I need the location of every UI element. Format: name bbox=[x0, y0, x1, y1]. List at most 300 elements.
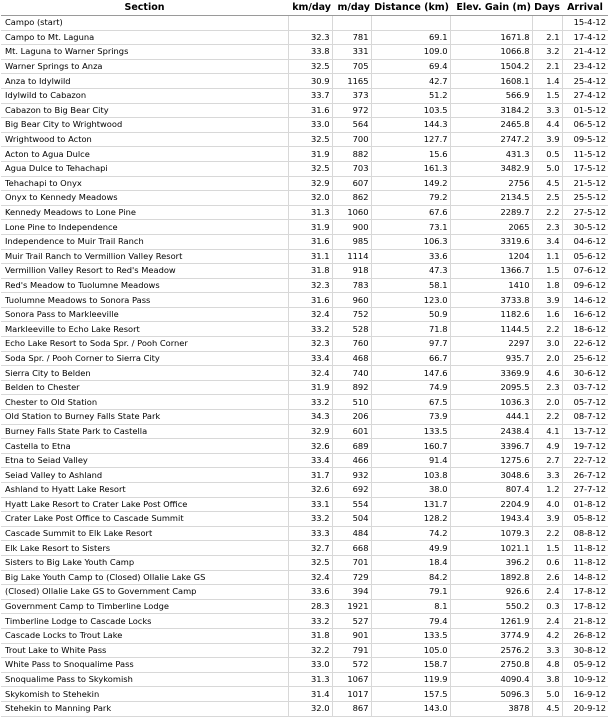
table-row bbox=[1, 351, 608, 366]
arrival-cell: 19-7-12 bbox=[562, 439, 608, 454]
km-per-day-cell: 32.2 bbox=[288, 643, 332, 658]
days-cell: 1.6 bbox=[532, 307, 562, 322]
m-per-day-cell: 705 bbox=[332, 59, 371, 74]
km-per-day-cell: 32.9 bbox=[288, 176, 332, 191]
distance-cell: 157.5 bbox=[371, 687, 450, 702]
section-cell: Mt. Laguna to Warner Springs bbox=[1, 45, 288, 60]
m-per-day-cell: 689 bbox=[332, 439, 371, 454]
table-row bbox=[1, 366, 608, 381]
km-per-day-cell: 28.3 bbox=[288, 599, 332, 614]
distance-cell: 128.2 bbox=[371, 512, 450, 527]
days-cell: 1.2 bbox=[532, 483, 562, 498]
distance-cell: 69.4 bbox=[371, 59, 450, 74]
table-row bbox=[1, 483, 608, 498]
elevation-gain-cell: 3184.2 bbox=[450, 103, 532, 118]
elevation-gain-cell: 5096.3 bbox=[450, 687, 532, 702]
section-cell: Anza to Idylwild bbox=[1, 74, 288, 89]
section-cell: Sonora Pass to Markleeville bbox=[1, 307, 288, 322]
m-per-day-cell: 206 bbox=[332, 410, 371, 425]
section-cell: Kennedy Meadows to Lone Pine bbox=[1, 205, 288, 220]
km-per-day-cell: 33.8 bbox=[288, 45, 332, 60]
m-per-day-cell: 752 bbox=[332, 307, 371, 322]
m-per-day-cell: 760 bbox=[332, 337, 371, 352]
m-per-day-cell: 484 bbox=[332, 526, 371, 541]
distance-cell: 160.7 bbox=[371, 439, 450, 454]
elevation-gain-cell: 1892.8 bbox=[450, 570, 532, 585]
arrival-cell: 09-6-12 bbox=[562, 278, 608, 293]
km-per-day-cell: 32.5 bbox=[288, 161, 332, 176]
distance-cell: 127.7 bbox=[371, 132, 450, 147]
m-per-day-cell: 932 bbox=[332, 468, 371, 483]
days-cell: 2.3 bbox=[532, 220, 562, 235]
m-per-day-cell: 791 bbox=[332, 643, 371, 658]
table-row bbox=[1, 337, 608, 352]
elevation-gain-cell: 2576.2 bbox=[450, 643, 532, 658]
days-cell: 2.2 bbox=[532, 410, 562, 425]
table-row bbox=[1, 410, 608, 425]
km-per-day-cell: 34.3 bbox=[288, 410, 332, 425]
arrival-cell: 06-5-12 bbox=[562, 118, 608, 133]
section-cell: Agua Dulce to Tehachapi bbox=[1, 161, 288, 176]
m-per-day-cell: 972 bbox=[332, 103, 371, 118]
arrival-cell: 27-5-12 bbox=[562, 205, 608, 220]
days-cell: 3.3 bbox=[532, 103, 562, 118]
days-cell: 4.9 bbox=[532, 439, 562, 454]
km-per-day-cell: 33.4 bbox=[288, 351, 332, 366]
distance-cell: 58.1 bbox=[371, 278, 450, 293]
days-cell: 0.3 bbox=[532, 599, 562, 614]
days-cell: 2.1 bbox=[532, 30, 562, 45]
arrival-cell: 21-5-12 bbox=[562, 176, 608, 191]
km-per-day-cell: 32.5 bbox=[288, 555, 332, 570]
elevation-gain-cell: 3774.9 bbox=[450, 628, 532, 643]
section-cell: Snoqualime Pass to Skykomish bbox=[1, 672, 288, 687]
section-cell: Cascade Locks to Trout Lake bbox=[1, 628, 288, 643]
km-per-day-cell: 32.3 bbox=[288, 278, 332, 293]
km-per-day-cell: 32.5 bbox=[288, 59, 332, 74]
arrival-cell: 05-8-12 bbox=[562, 512, 608, 527]
m-per-day-cell: 1060 bbox=[332, 205, 371, 220]
arrival-cell: 01-8-12 bbox=[562, 497, 608, 512]
m-per-day-cell: 703 bbox=[332, 161, 371, 176]
distance-cell: 79.1 bbox=[371, 585, 450, 600]
arrival-cell: 20-9-12 bbox=[562, 701, 608, 716]
distance-cell: 133.5 bbox=[371, 424, 450, 439]
table-row bbox=[1, 30, 608, 45]
header-distance: Distance (km) bbox=[371, 0, 450, 16]
elevation-gain-cell: 807.4 bbox=[450, 483, 532, 498]
distance-cell: 38.0 bbox=[371, 483, 450, 498]
distance-cell: 67.5 bbox=[371, 395, 450, 410]
arrival-cell: 05-7-12 bbox=[562, 395, 608, 410]
distance-cell: 106.3 bbox=[371, 234, 450, 249]
section-cell: Campo to Mt. Laguna bbox=[1, 30, 288, 45]
section-cell: Trout Lake to White Pass bbox=[1, 643, 288, 658]
elevation-gain-cell: 1182.6 bbox=[450, 307, 532, 322]
arrival-cell: 14-6-12 bbox=[562, 293, 608, 308]
elevation-gain-cell: 2204.9 bbox=[450, 497, 532, 512]
section-cell: Tuolumne Meadows to Sonora Pass bbox=[1, 293, 288, 308]
m-per-day-cell: 692 bbox=[332, 483, 371, 498]
section-cell: Big Bear City to Wrightwood bbox=[1, 118, 288, 133]
elevation-gain-cell: 396.2 bbox=[450, 555, 532, 570]
table-row bbox=[1, 88, 608, 103]
elevation-gain-cell: 431.3 bbox=[450, 147, 532, 162]
m-per-day-cell: 1114 bbox=[332, 249, 371, 264]
table-row bbox=[1, 380, 608, 395]
arrival-cell: 18-6-12 bbox=[562, 322, 608, 337]
table-row bbox=[1, 439, 608, 454]
km-per-day-cell: 32.0 bbox=[288, 191, 332, 206]
m-per-day-cell: 564 bbox=[332, 118, 371, 133]
elevation-gain-cell: 1144.5 bbox=[450, 322, 532, 337]
m-per-day-cell: 901 bbox=[332, 628, 371, 643]
elevation-gain-cell bbox=[450, 16, 532, 31]
days-cell: 5.0 bbox=[532, 687, 562, 702]
km-per-day-cell: 31.6 bbox=[288, 293, 332, 308]
km-per-day-cell: 33.0 bbox=[288, 118, 332, 133]
days-cell: 3.9 bbox=[532, 512, 562, 527]
distance-cell: 79.2 bbox=[371, 191, 450, 206]
section-cell: Belden to Chester bbox=[1, 380, 288, 395]
distance-cell: 74.9 bbox=[371, 380, 450, 395]
m-per-day-cell: 468 bbox=[332, 351, 371, 366]
header-elevation-gain: Elev. Gain (m) bbox=[450, 0, 532, 16]
elevation-gain-cell: 566.9 bbox=[450, 88, 532, 103]
table-row bbox=[1, 118, 608, 133]
section-cell: Red's Meadow to Tuolumne Meadows bbox=[1, 278, 288, 293]
m-per-day-cell: 985 bbox=[332, 234, 371, 249]
section-cell: Echo Lake Resort to Soda Spr. / Pooh Corner bbox=[1, 337, 288, 352]
table-row bbox=[1, 161, 608, 176]
elevation-gain-cell: 444.1 bbox=[450, 410, 532, 425]
m-per-day-cell: 1017 bbox=[332, 687, 371, 702]
arrival-cell: 27-4-12 bbox=[562, 88, 608, 103]
table-row bbox=[1, 264, 608, 279]
km-per-day-cell: 33.2 bbox=[288, 614, 332, 629]
distance-cell: 133.5 bbox=[371, 628, 450, 643]
days-cell: 4.0 bbox=[532, 497, 562, 512]
arrival-cell: 07-6-12 bbox=[562, 264, 608, 279]
km-per-day-cell: 31.8 bbox=[288, 628, 332, 643]
section-cell: Onyx to Kennedy Meadows bbox=[1, 191, 288, 206]
km-per-day-cell: 32.7 bbox=[288, 541, 332, 556]
m-per-day-cell: 740 bbox=[332, 366, 371, 381]
table-row bbox=[1, 103, 608, 118]
days-cell: 2.0 bbox=[532, 395, 562, 410]
arrival-cell: 17-8-12 bbox=[562, 585, 608, 600]
header-arrival: Arrival bbox=[562, 0, 608, 16]
section-cell: Timberline Lodge to Cascade Locks bbox=[1, 614, 288, 629]
distance-cell: 84.2 bbox=[371, 570, 450, 585]
elevation-gain-cell: 2289.7 bbox=[450, 205, 532, 220]
m-per-day-cell: 373 bbox=[332, 88, 371, 103]
arrival-cell: 16-6-12 bbox=[562, 307, 608, 322]
days-cell: 1.5 bbox=[532, 541, 562, 556]
table-row bbox=[1, 672, 608, 687]
distance-cell: 66.7 bbox=[371, 351, 450, 366]
elevation-gain-cell: 2756 bbox=[450, 176, 532, 191]
days-cell: 1.4 bbox=[532, 74, 562, 89]
m-per-day-cell: 1921 bbox=[332, 599, 371, 614]
distance-cell: 71.8 bbox=[371, 322, 450, 337]
distance-cell: 147.6 bbox=[371, 366, 450, 381]
distance-cell: 105.0 bbox=[371, 643, 450, 658]
distance-cell: 67.6 bbox=[371, 205, 450, 220]
table-row bbox=[1, 526, 608, 541]
table-row bbox=[1, 570, 608, 585]
elevation-gain-cell: 1275.6 bbox=[450, 453, 532, 468]
table-row bbox=[1, 59, 608, 74]
arrival-cell: 17-5-12 bbox=[562, 161, 608, 176]
arrival-cell: 01-5-12 bbox=[562, 103, 608, 118]
km-per-day-cell: 33.1 bbox=[288, 497, 332, 512]
section-cell: Ashland to Hyatt Lake Resort bbox=[1, 483, 288, 498]
elevation-gain-cell: 926.6 bbox=[450, 585, 532, 600]
elevation-gain-cell: 2134.5 bbox=[450, 191, 532, 206]
km-per-day-cell: 32.3 bbox=[288, 30, 332, 45]
arrival-cell: 08-7-12 bbox=[562, 410, 608, 425]
m-per-day-cell: 1165 bbox=[332, 74, 371, 89]
section-cell: Castella to Etna bbox=[1, 439, 288, 454]
days-cell: 3.4 bbox=[532, 234, 562, 249]
km-per-day-cell: 31.6 bbox=[288, 103, 332, 118]
m-per-day-cell: 900 bbox=[332, 220, 371, 235]
days-cell: 3.3 bbox=[532, 643, 562, 658]
km-per-day-cell: 32.4 bbox=[288, 307, 332, 322]
arrival-cell: 26-8-12 bbox=[562, 628, 608, 643]
arrival-cell: 15-4-12 bbox=[562, 16, 608, 31]
m-per-day-cell: 331 bbox=[332, 45, 371, 60]
section-cell: Hyatt Lake Resort to Crater Lake Post Office bbox=[1, 497, 288, 512]
section-cell: Crater Lake Post Office to Cascade Summit bbox=[1, 512, 288, 527]
header-section: Section bbox=[1, 0, 288, 16]
days-cell: 4.4 bbox=[532, 118, 562, 133]
days-cell: 3.2 bbox=[532, 45, 562, 60]
elevation-gain-cell: 1504.2 bbox=[450, 59, 532, 74]
arrival-cell: 22-6-12 bbox=[562, 337, 608, 352]
table-row bbox=[1, 497, 608, 512]
days-cell: 2.5 bbox=[532, 191, 562, 206]
arrival-cell: 30-5-12 bbox=[562, 220, 608, 235]
elevation-gain-cell: 4090.4 bbox=[450, 672, 532, 687]
distance-cell: 91.4 bbox=[371, 453, 450, 468]
km-per-day-cell: 31.3 bbox=[288, 672, 332, 687]
elevation-gain-cell: 1261.9 bbox=[450, 614, 532, 629]
elevation-gain-cell: 3048.6 bbox=[450, 468, 532, 483]
m-per-day-cell: 781 bbox=[332, 30, 371, 45]
km-per-day-cell: 32.4 bbox=[288, 570, 332, 585]
section-cell: Campo (start) bbox=[1, 16, 288, 31]
days-cell: 2.3 bbox=[532, 380, 562, 395]
arrival-cell: 25-6-12 bbox=[562, 351, 608, 366]
days-cell: 4.6 bbox=[532, 366, 562, 381]
table-row bbox=[1, 74, 608, 89]
km-per-day-cell: 32.5 bbox=[288, 132, 332, 147]
table-row bbox=[1, 555, 608, 570]
days-cell: 1.5 bbox=[532, 88, 562, 103]
section-cell: Cabazon to Big Bear City bbox=[1, 103, 288, 118]
elevation-gain-cell: 2297 bbox=[450, 337, 532, 352]
table-row bbox=[1, 293, 608, 308]
km-per-day-cell: 33.2 bbox=[288, 322, 332, 337]
days-cell bbox=[532, 16, 562, 31]
elevation-gain-cell: 1943.4 bbox=[450, 512, 532, 527]
section-cell: Markleeville to Echo Lake Resort bbox=[1, 322, 288, 337]
elevation-gain-cell: 2750.8 bbox=[450, 658, 532, 673]
table-row bbox=[1, 191, 608, 206]
section-cell: White Pass to Snoqualime Pass bbox=[1, 658, 288, 673]
m-per-day-cell: 394 bbox=[332, 585, 371, 600]
km-per-day-cell: 32.0 bbox=[288, 701, 332, 716]
arrival-cell: 08-8-12 bbox=[562, 526, 608, 541]
table-row bbox=[1, 512, 608, 527]
distance-cell bbox=[371, 16, 450, 31]
elevation-gain-cell: 3319.6 bbox=[450, 234, 532, 249]
distance-cell: 51.2 bbox=[371, 88, 450, 103]
elevation-gain-cell: 1021.1 bbox=[450, 541, 532, 556]
km-per-day-cell: 31.7 bbox=[288, 468, 332, 483]
days-cell: 3.9 bbox=[532, 132, 562, 147]
km-per-day-cell: 33.3 bbox=[288, 526, 332, 541]
table-row bbox=[1, 16, 608, 31]
arrival-cell: 25-5-12 bbox=[562, 191, 608, 206]
m-per-day-cell: 882 bbox=[332, 147, 371, 162]
elevation-gain-cell: 3369.9 bbox=[450, 366, 532, 381]
elevation-gain-cell: 1608.1 bbox=[450, 74, 532, 89]
table-row bbox=[1, 643, 608, 658]
section-cell: Cascade Summit to Elk Lake Resort bbox=[1, 526, 288, 541]
m-per-day-cell: 892 bbox=[332, 380, 371, 395]
km-per-day-cell: 33.2 bbox=[288, 512, 332, 527]
table-row bbox=[1, 585, 608, 600]
m-per-day-cell: 918 bbox=[332, 264, 371, 279]
distance-cell: 33.6 bbox=[371, 249, 450, 264]
km-per-day-cell: 31.6 bbox=[288, 234, 332, 249]
section-cell: Independence to Muir Trail Ranch bbox=[1, 234, 288, 249]
km-per-day-cell: 33.6 bbox=[288, 585, 332, 600]
distance-cell: 144.3 bbox=[371, 118, 450, 133]
section-cell: Old Station to Burney Falls State Park bbox=[1, 410, 288, 425]
m-per-day-cell: 701 bbox=[332, 555, 371, 570]
arrival-cell: 21-8-12 bbox=[562, 614, 608, 629]
table-row bbox=[1, 424, 608, 439]
arrival-cell: 17-8-12 bbox=[562, 599, 608, 614]
elevation-gain-cell: 2065 bbox=[450, 220, 532, 235]
days-cell: 5.0 bbox=[532, 161, 562, 176]
arrival-cell: 26-7-12 bbox=[562, 468, 608, 483]
arrival-cell: 14-8-12 bbox=[562, 570, 608, 585]
days-cell: 2.4 bbox=[532, 585, 562, 600]
elevation-gain-cell: 2095.5 bbox=[450, 380, 532, 395]
table-row bbox=[1, 687, 608, 702]
m-per-day-cell: 466 bbox=[332, 453, 371, 468]
section-cell: Elk Lake Resort to Sisters bbox=[1, 541, 288, 556]
arrival-cell: 30-8-12 bbox=[562, 643, 608, 658]
arrival-cell: 10-9-12 bbox=[562, 672, 608, 687]
km-per-day-cell: 32.3 bbox=[288, 337, 332, 352]
km-per-day-cell: 33.2 bbox=[288, 395, 332, 410]
distance-cell: 103.5 bbox=[371, 103, 450, 118]
m-per-day-cell: 504 bbox=[332, 512, 371, 527]
arrival-cell: 11-5-12 bbox=[562, 147, 608, 162]
km-per-day-cell: 31.9 bbox=[288, 220, 332, 235]
m-per-day-cell: 607 bbox=[332, 176, 371, 191]
m-per-day-cell: 783 bbox=[332, 278, 371, 293]
days-cell: 2.1 bbox=[532, 59, 562, 74]
table-row bbox=[1, 205, 608, 220]
header-km-per-day: km/day bbox=[288, 0, 332, 16]
elevation-gain-cell: 935.7 bbox=[450, 351, 532, 366]
km-per-day-cell: 31.3 bbox=[288, 205, 332, 220]
km-per-day-cell: 31.4 bbox=[288, 687, 332, 702]
distance-cell: 42.7 bbox=[371, 74, 450, 89]
table-row bbox=[1, 307, 608, 322]
section-cell: Sisters to Big Lake Youth Camp bbox=[1, 555, 288, 570]
section-cell: (Closed) Ollalie Lake GS to Government Camp bbox=[1, 585, 288, 600]
distance-cell: 149.2 bbox=[371, 176, 450, 191]
section-cell: Muir Trail Ranch to Vermillion Valley Resort bbox=[1, 249, 288, 264]
distance-cell: 73.1 bbox=[371, 220, 450, 235]
km-per-day-cell: 31.8 bbox=[288, 264, 332, 279]
section-cell: Warner Springs to Anza bbox=[1, 59, 288, 74]
section-cell: Idylwild to Cabazon bbox=[1, 88, 288, 103]
elevation-gain-cell: 1410 bbox=[450, 278, 532, 293]
elevation-gain-cell: 1671.8 bbox=[450, 30, 532, 45]
m-per-day-cell: 601 bbox=[332, 424, 371, 439]
table-row bbox=[1, 599, 608, 614]
arrival-cell: 03-7-12 bbox=[562, 380, 608, 395]
table-row bbox=[1, 278, 608, 293]
distance-cell: 47.3 bbox=[371, 264, 450, 279]
km-per-day-cell: 31.9 bbox=[288, 380, 332, 395]
arrival-cell: 05-9-12 bbox=[562, 658, 608, 673]
table-row bbox=[1, 132, 608, 147]
days-cell: 2.6 bbox=[532, 570, 562, 585]
distance-cell: 73.9 bbox=[371, 410, 450, 425]
days-cell: 4.8 bbox=[532, 658, 562, 673]
table-row bbox=[1, 541, 608, 556]
distance-cell: 143.0 bbox=[371, 701, 450, 716]
distance-cell: 50.9 bbox=[371, 307, 450, 322]
days-cell: 4.1 bbox=[532, 424, 562, 439]
m-per-day-cell: 960 bbox=[332, 293, 371, 308]
elevation-gain-cell: 1036.3 bbox=[450, 395, 532, 410]
distance-cell: 119.9 bbox=[371, 672, 450, 687]
arrival-cell: 09-5-12 bbox=[562, 132, 608, 147]
m-per-day-cell: 668 bbox=[332, 541, 371, 556]
arrival-cell: 05-6-12 bbox=[562, 249, 608, 264]
table-row bbox=[1, 658, 608, 673]
elevation-gain-cell: 3396.7 bbox=[450, 439, 532, 454]
section-cell: Sierra City to Belden bbox=[1, 366, 288, 381]
elevation-gain-cell: 1066.8 bbox=[450, 45, 532, 60]
distance-cell: 97.7 bbox=[371, 337, 450, 352]
section-cell: Burney Falls State Park to Castella bbox=[1, 424, 288, 439]
m-per-day-cell: 700 bbox=[332, 132, 371, 147]
elevation-gain-cell: 1079.3 bbox=[450, 526, 532, 541]
table-row bbox=[1, 614, 608, 629]
table-row bbox=[1, 234, 608, 249]
m-per-day-cell: 867 bbox=[332, 701, 371, 716]
table-row bbox=[1, 322, 608, 337]
section-cell: Government Camp to Timberline Lodge bbox=[1, 599, 288, 614]
elevation-gain-cell: 2747.2 bbox=[450, 132, 532, 147]
arrival-cell: 27-7-12 bbox=[562, 483, 608, 498]
days-cell: 2.7 bbox=[532, 453, 562, 468]
table-row bbox=[1, 468, 608, 483]
distance-cell: 18.4 bbox=[371, 555, 450, 570]
